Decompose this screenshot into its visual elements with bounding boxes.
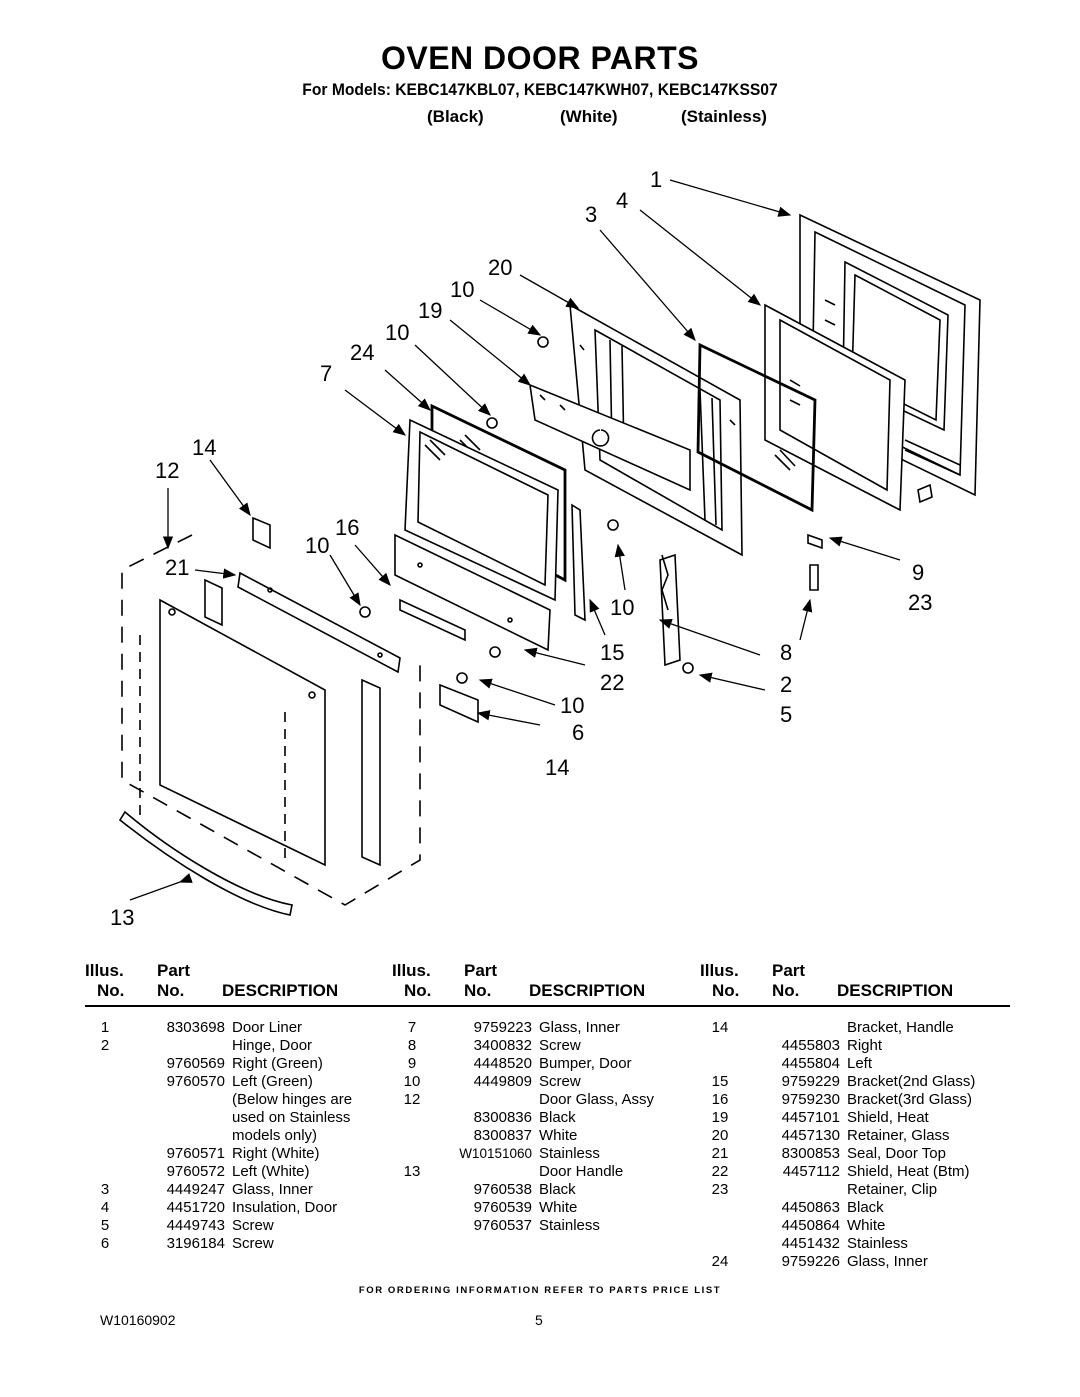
callout-10d: 10 [610,595,635,620]
table-row [700,1109,1010,1127]
part-description: Glass, Inner [847,1253,928,1270]
table-row [85,1181,395,1199]
part-number: 4449247 [166,1181,225,1198]
part-description: Shield, Heat [847,1109,929,1126]
callout-21: 21 [165,555,190,580]
part-number: 9760538 [473,1181,532,1198]
part-number: 4457101 [781,1109,840,1126]
part-number: 9759223 [473,1019,532,1036]
table-row [392,1181,702,1199]
column-header: Illus. No. Part No. DESCRIPTION [392,955,702,1007]
part-number: 8300853 [781,1145,840,1162]
part-number: 9760571 [166,1145,225,1162]
illus-number: 20 [711,1127,729,1144]
illus-number: 22 [711,1163,729,1180]
table-row [700,1217,1010,1235]
table-row [85,1019,395,1037]
callout-12: 12 [155,458,180,483]
callout-10c: 10 [305,533,330,558]
part-number: 4457130 [781,1127,840,1144]
parts-rows [85,1019,395,1253]
illus-number: 10 [403,1073,421,1090]
table-row [85,1217,395,1235]
part-description: (Below hinges are [232,1091,353,1108]
illus-number: 12 [403,1091,421,1108]
parts-column-2 [392,955,702,1235]
page-title: OVEN DOOR PARTS [380,40,700,76]
table-row [700,1253,1010,1271]
part-number: 4450863 [781,1199,840,1216]
variant-black: (Black) [427,107,484,126]
illus-number: 3 [100,1181,110,1198]
part-description: Door Handle [539,1163,624,1180]
part-description: Glass, Inner [232,1181,313,1198]
part-description: Door Glass, Assy [539,1091,655,1108]
part-description: Bracket(2nd Glass) [847,1073,976,1090]
callout-3: 3 [585,202,598,227]
table-row [85,1091,395,1109]
model-variants [0,107,1080,127]
callout-4: 4 [616,188,629,213]
callout-19: 19 [418,298,443,323]
table-row [700,1181,1010,1199]
part-description: Stainless [847,1235,908,1252]
part-description: White [847,1217,886,1234]
part-description: Hinge, Door [232,1037,313,1054]
callout-22: 22 [600,670,625,695]
part-description: Black [847,1199,884,1216]
table-row [85,1235,395,1253]
callout-14b: 14 [545,755,570,780]
part-description: Left (White) [232,1163,310,1180]
part-description: used on Stainless [232,1109,351,1126]
part-number: 4449743 [166,1217,225,1234]
part-number: 9760537 [473,1217,532,1234]
illus-number: 2 [100,1037,110,1054]
part-description: Screw [539,1037,581,1054]
table-row [85,1199,395,1217]
callout-10b: 10 [385,320,410,345]
part-number: 4457112 [782,1163,840,1180]
table-row [700,1163,1010,1181]
table-row [392,1073,702,1091]
callout-16: 16 [335,515,360,540]
part-number: 4451432 [781,1235,840,1252]
part-description: Screw [232,1217,274,1234]
callout-13: 13 [110,905,135,930]
door-glass-assembly-part [140,580,380,865]
table-row [392,1055,702,1073]
callout-9: 9 [912,560,925,585]
table-row [392,1217,702,1235]
illus-number: 14 [711,1019,729,1036]
callout-23: 23 [908,590,933,615]
document-number: W10160902 [100,1312,176,1328]
part-description: Shield, Heat (Btm) [847,1163,970,1180]
part-number: 9759226 [781,1253,840,1270]
callout-8: 8 [780,640,793,665]
illus-number: 19 [711,1109,729,1126]
table-row [700,1037,1010,1055]
table-row [700,1091,1010,1109]
callout-1: 1 [650,167,663,192]
illus-number: 8 [407,1037,417,1054]
parts-rows [700,1019,1010,1271]
callout-14a: 14 [192,435,217,460]
part-number: 8300836 [473,1109,532,1126]
part-number: 4448520 [473,1055,532,1072]
parts-column-1 [85,955,395,1253]
table-row [392,1019,702,1037]
part-number: 8300837 [473,1127,532,1144]
part-description: Bracket, Handle [847,1019,954,1036]
part-number: 3400832 [473,1037,532,1054]
part-description: Bumper, Door [539,1055,632,1072]
table-row [700,1019,1010,1037]
part-description: Screw [232,1235,274,1252]
part-number: 9760539 [473,1199,532,1216]
part-description: Insulation, Door [232,1199,338,1216]
part-description: Right [847,1037,883,1054]
table-row [392,1163,702,1181]
callout-20: 20 [488,255,513,280]
illus-number: 13 [403,1163,421,1180]
part-number: 9759230 [781,1091,840,1108]
part-description: Left [847,1055,873,1072]
parts-rows [392,1019,702,1235]
part-description: Black [539,1181,576,1198]
illus-number: 23 [711,1181,729,1198]
part-number: 9760570 [166,1073,225,1090]
heat-shield-part [530,385,690,490]
parts-column-3 [700,955,1010,1271]
part-description: Glass, Inner [539,1019,620,1036]
illus-number: 6 [100,1235,110,1252]
illus-number: 7 [407,1019,417,1036]
table-row [85,1163,395,1181]
ordering-note: FOR ORDERING INFORMATION REFER TO PARTS PRICE LIST [358,1285,722,1296]
part-number: 4449809 [473,1073,532,1090]
model-list: For Models: KEBC147KBL07, KEBC147KWH07, KEBC147KSS07 [302,80,778,99]
part-description: Retainer, Clip [847,1181,938,1198]
callout-5: 5 [780,702,793,727]
callout-24: 24 [350,340,375,365]
table-row [700,1073,1010,1091]
table-row [700,1235,1010,1253]
table-row [700,1127,1010,1145]
part-description: Retainer, Glass [847,1127,950,1144]
part-description: Stainless [539,1145,600,1162]
variant-stainless: (Stainless) [681,107,767,126]
callout-10e: 10 [560,693,585,718]
door-hinge-part [660,555,680,665]
table-row [392,1127,702,1145]
table-row [392,1145,702,1163]
part-number: 9760569 [166,1055,225,1072]
column-header: Illus. No. Part No. DESCRIPTION [700,955,1010,1007]
part-number: 8303698 [166,1019,225,1036]
table-row [85,1109,395,1127]
part-number: 9760572 [166,1163,225,1180]
table-row [85,1037,395,1055]
table-row [85,1055,395,1073]
illus-number: 1 [100,1019,110,1036]
callout-7: 7 [320,361,333,386]
part-number: 4455804 [781,1055,840,1072]
part-description: Screw [539,1073,581,1090]
page-number: 5 [535,1312,543,1328]
table-row [392,1091,702,1109]
table-row [700,1199,1010,1217]
illus-number: 16 [711,1091,729,1108]
part-description: White [539,1127,578,1144]
part-description: Door Liner [232,1019,303,1036]
variant-white: (White) [560,107,618,126]
bracket-2nd-glass-part [572,505,585,620]
part-number: 4455803 [781,1037,840,1054]
part-description: Bracket(3rd Glass) [847,1091,973,1108]
callout-10a: 10 [450,277,475,302]
part-description: Right (Green) [232,1055,323,1072]
table-row [85,1073,395,1091]
callout-6: 6 [572,720,585,745]
part-number: 4451720 [166,1199,225,1216]
table-row [700,1145,1010,1163]
illus-number: 24 [711,1253,729,1270]
part-description: Right (White) [232,1145,320,1162]
illus-number: 5 [100,1217,110,1234]
part-number: 9759229 [781,1073,840,1090]
exploded-parts-diagram [0,150,1080,940]
part-number: 4450864 [781,1217,840,1234]
part-number: W10151060 [459,1146,532,1161]
table-row [392,1037,702,1055]
table-row [392,1109,702,1127]
table-row [85,1145,395,1163]
part-description: models only) [232,1127,318,1144]
column-header: Illus. No. Part No. DESCRIPTION [85,955,395,1007]
part-description: Seal, Door Top [847,1145,946,1162]
illus-number: 4 [100,1199,110,1216]
callout-2: 2 [780,672,793,697]
part-number: 3196184 [166,1235,225,1252]
part-description: Black [539,1109,576,1126]
illus-number: 9 [407,1055,417,1072]
illus-number: 15 [711,1073,729,1090]
part-description: White [539,1199,578,1216]
table-row [700,1055,1010,1073]
table-row [85,1127,395,1145]
part-description: Stainless [539,1217,600,1234]
part-description: Left (Green) [232,1073,313,1090]
illus-number: 21 [711,1145,729,1162]
table-row [392,1199,702,1217]
callout-15: 15 [600,640,625,665]
